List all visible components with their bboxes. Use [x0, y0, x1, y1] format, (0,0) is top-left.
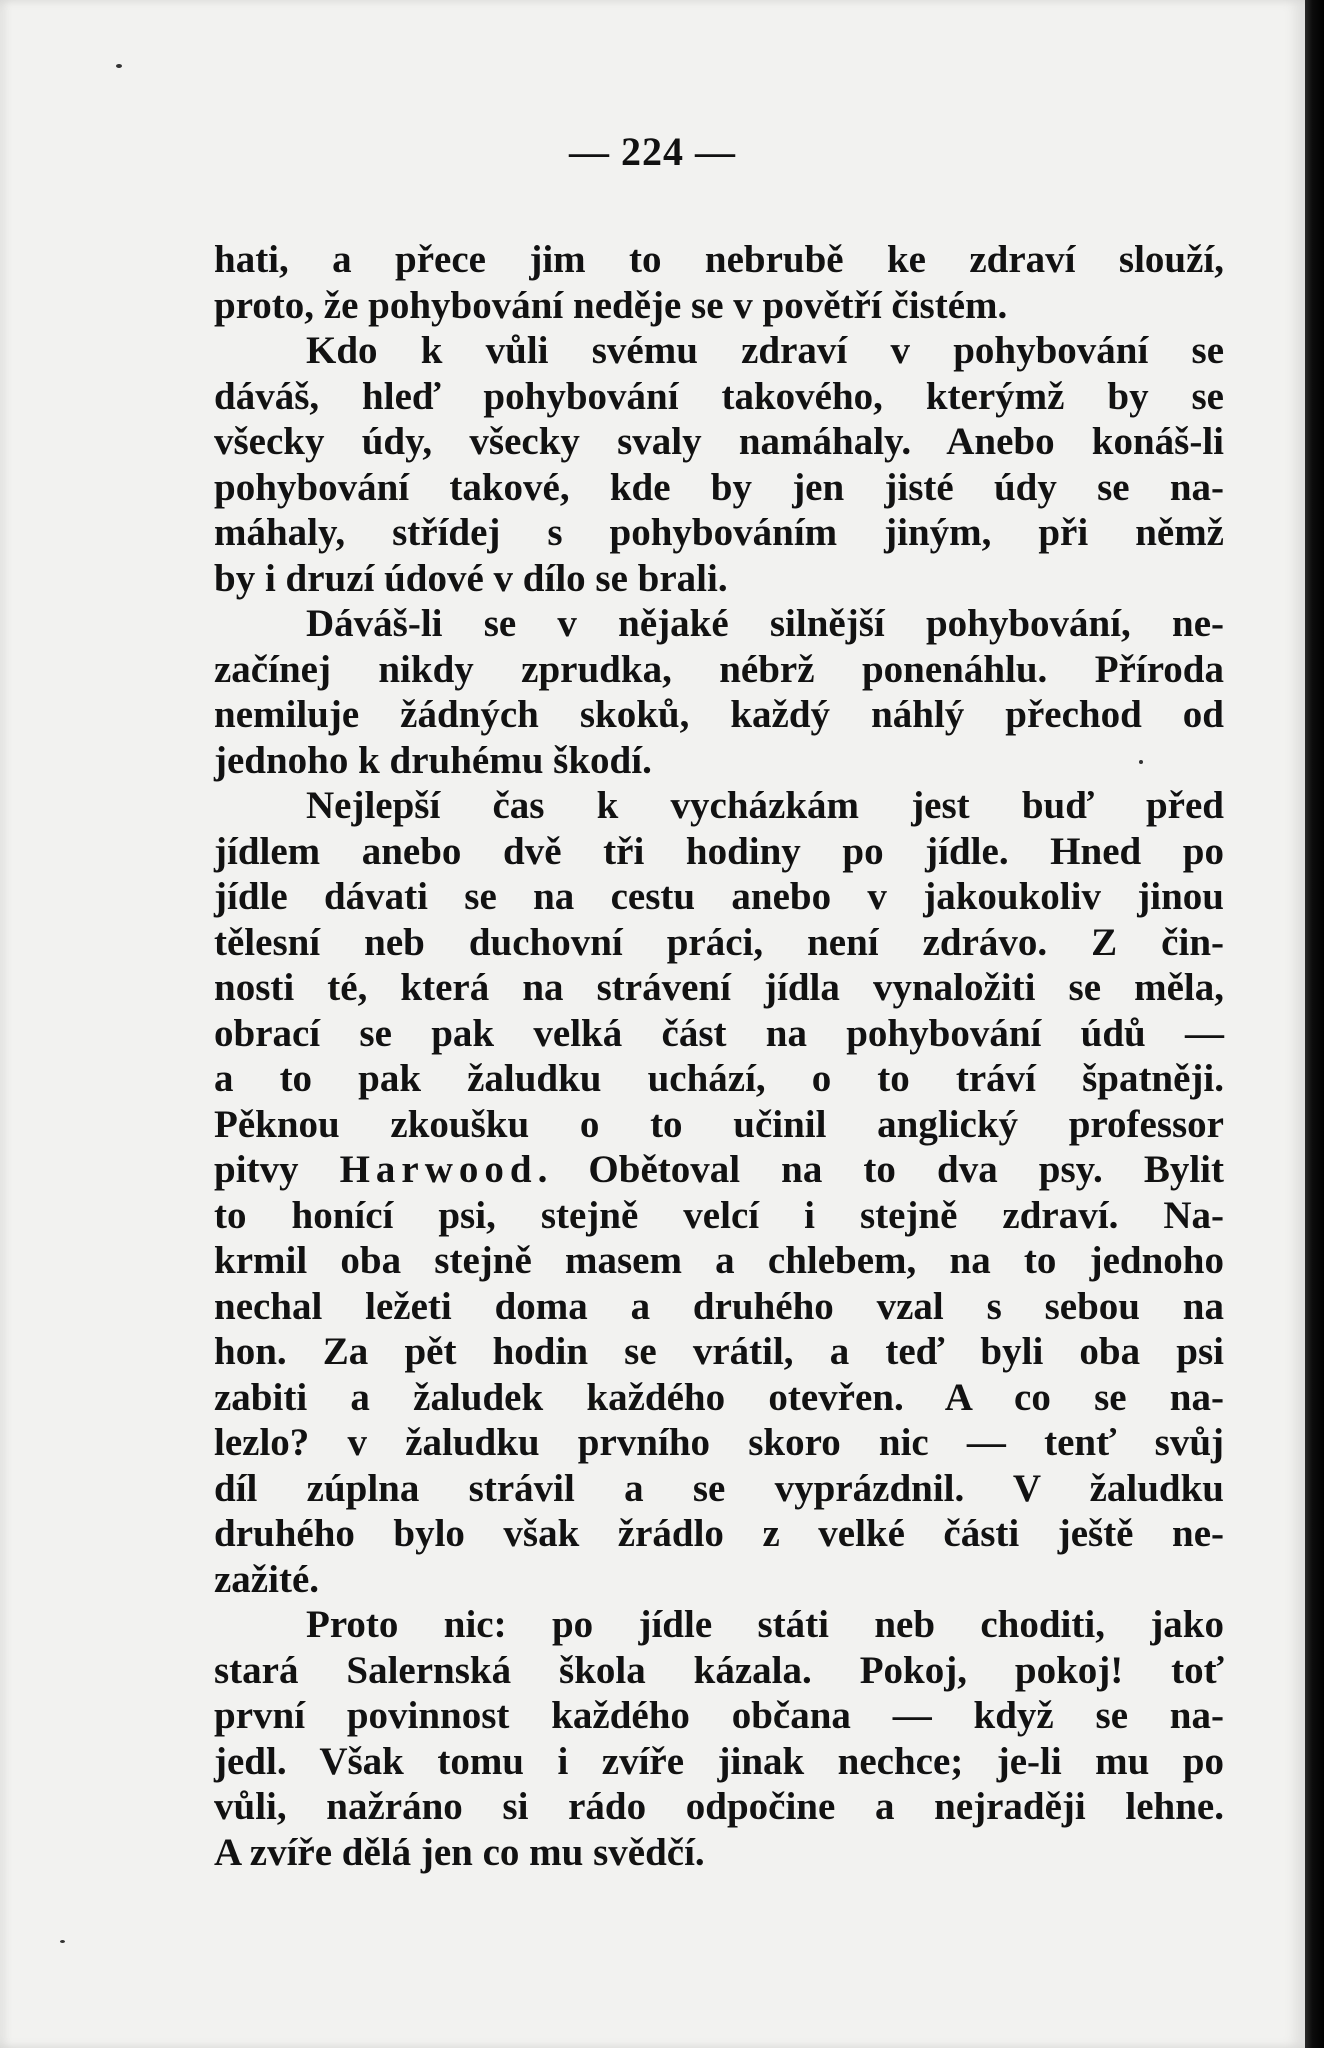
text-line: hati, a přece jim to nebrubě ke zdraví slouží, [214, 238, 1224, 281]
text-line: Pěknou zkoušku o to učinil anglický professor [214, 1102, 1224, 1146]
text-line: první povinnost každého občana — když se na- [214, 1694, 1224, 1737]
text-line: tělesní neb duchovní práci, není zdrávo. Z čin- [214, 920, 1224, 964]
text-line: to honící psi, stejně velcí i stejně zdraví. Na- [214, 1193, 1224, 1237]
text-line: A zvíře dělá jen co mu svědčí. [214, 1830, 705, 1874]
text-line: zažité. [214, 1557, 320, 1601]
text-line: nemiluje žádných skoků, každý náhlý přechod od [214, 693, 1224, 736]
text-line: dáváš, hleď pohybování takového, kterýmž by se [214, 374, 1224, 418]
body-text [214, 237, 1224, 1875]
book-binding-edge [1305, 0, 1324, 2048]
text-line: všecky údy, všecky svaly namáhaly. Anebo konáš-li [214, 420, 1224, 463]
text-line: proto, že pohybování neděje se v povětří čistém. [214, 283, 1008, 327]
text-line: stará Salernská škola kázala. Pokoj, pokoj! toť [214, 1648, 1224, 1692]
text-line: začínej nikdy zprudka, nébrž ponenáhlu. Příroda [214, 647, 1224, 691]
text-line: pitvy Harwood. Obětoval na to dva psy. Bylit [214, 1148, 1224, 1191]
spaced-name: Harwood [339, 1148, 538, 1191]
text-line: a to pak žaludku uchází, o to tráví špatněji. [214, 1057, 1224, 1100]
text-line: krmil oba stejně masem a chlebem, na to jednoho [214, 1239, 1224, 1282]
text-line: lezlo? v žaludku prvního skoro nic — tenť svůj [214, 1421, 1224, 1464]
paper-speck [116, 64, 122, 68]
text-line: vůli, nažráno si rádo odpočine a nejraději lehne. [214, 1785, 1224, 1828]
text-line: jídlem anebo dvě tři hodiny po jídle. Hned po [214, 829, 1224, 873]
paper-speck [1139, 760, 1143, 764]
text-line: obrací se pak velká část na pohybování údů — [214, 1011, 1224, 1055]
text-line: Kdo k vůli svému zdraví v pohybování se [306, 329, 1224, 372]
text-line: zabiti a žaludek každého otevřen. A co se na- [214, 1375, 1224, 1419]
text-line: máhaly, střídej s pohybováním jiným, při němž [214, 511, 1224, 554]
page-number: — 224 — [569, 129, 736, 174]
text-line: Dáváš-li se v nějaké silnější pohybování, ne- [306, 602, 1224, 645]
text-line: jídle dávati se na cestu anebo v jakoukoliv jinou [214, 875, 1224, 918]
text-line: díl zúplna strávil a se vyprázdnil. V žaludku [214, 1466, 1224, 1510]
paper-speck [60, 1940, 65, 1943]
text-line: pohybování takové, kde by jen jisté údy se na- [214, 465, 1224, 509]
text-line: by i druzí údové v dílo se brali. [214, 556, 728, 600]
text-line: nechal ležeti doma a druhého vzal s sebou na [214, 1284, 1224, 1328]
text-line: druhého bylo však žrádlo z velké části ještě ne- [214, 1512, 1224, 1555]
text-line: jedl. Však tomu i zvíře jinak nechce; je-li mu po [214, 1739, 1224, 1783]
text-line: hon. Za pět hodin se vrátil, a teď byli oba psi [214, 1330, 1224, 1373]
text-line: jednoho k druhému škodí. [214, 738, 652, 782]
text-line: Proto nic: po jídle státi neb choditi, jako [306, 1603, 1224, 1646]
text-line: nosti té, která na strávení jídla vynaložiti se měla, [214, 966, 1224, 1009]
text-line: Nejlepší čas k vycházkám jest buď před [306, 784, 1224, 827]
